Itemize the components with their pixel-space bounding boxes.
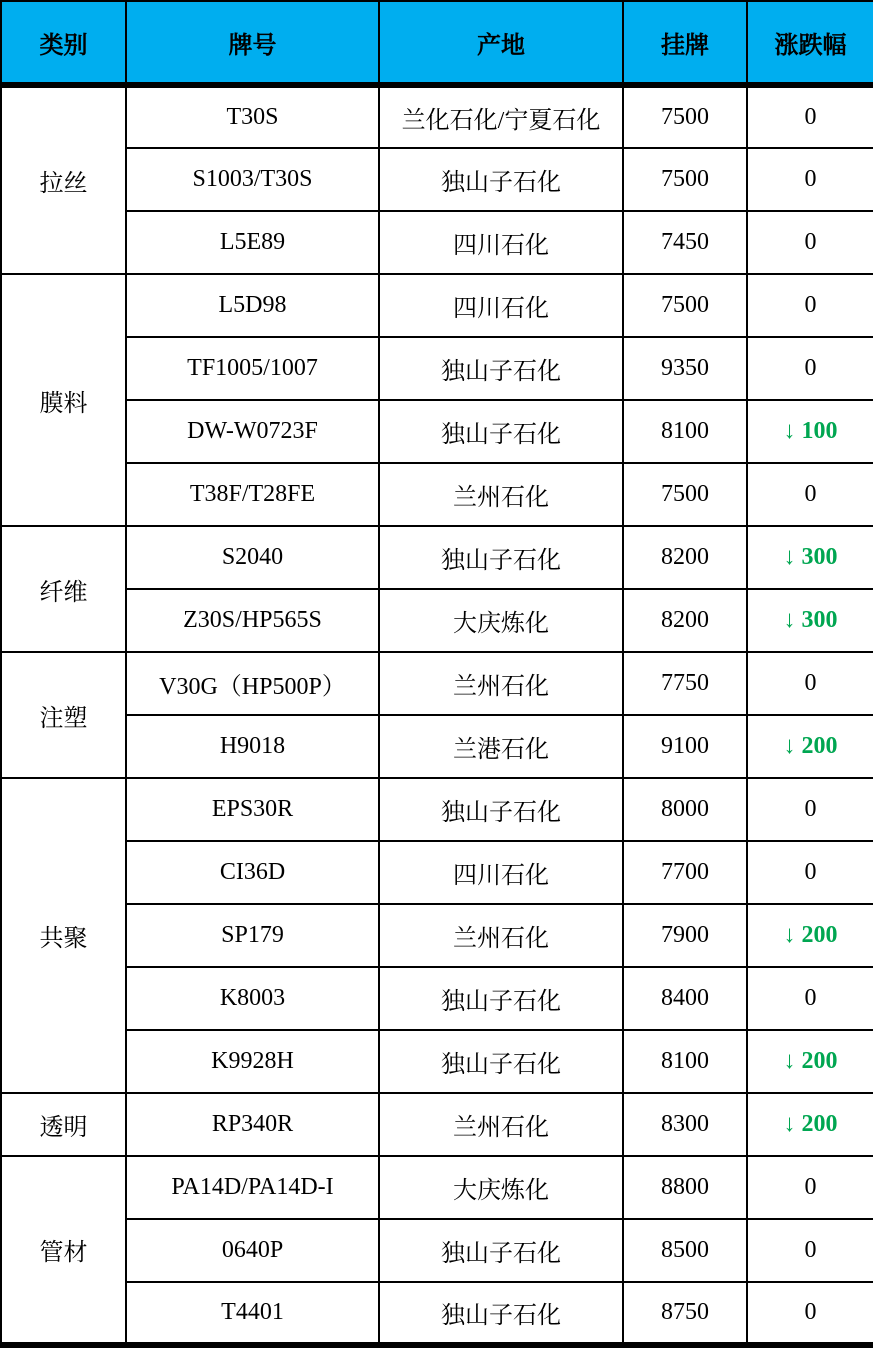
brand-cell: T38F/T28FE	[126, 463, 379, 526]
change-cell	[747, 715, 873, 778]
brand-cell: K8003	[126, 967, 379, 1030]
down-arrow-icon: ↓	[783, 544, 796, 570]
price-cell: 8750	[623, 1282, 747, 1345]
brand-cell: T30S	[126, 85, 379, 148]
origin-cell: 兰港石化	[379, 715, 623, 778]
table-row	[1, 652, 873, 715]
table-row	[1, 1093, 873, 1156]
origin-cell: 独山子石化	[379, 337, 623, 400]
origin-cell: 兰州石化	[379, 904, 623, 967]
category-cell: 注塑	[1, 652, 126, 778]
brand-cell: S2040	[126, 526, 379, 589]
brand-cell: SP179	[126, 904, 379, 967]
change-cell	[747, 589, 873, 652]
brand-cell: TF1005/1007	[126, 337, 379, 400]
down-arrow-icon: ↓	[783, 607, 796, 633]
origin-cell: 独山子石化	[379, 1282, 623, 1345]
brand-cell: T4401	[126, 1282, 379, 1345]
table-row	[1, 463, 873, 526]
origin-cell: 四川石化	[379, 841, 623, 904]
change-cell: 0	[747, 778, 873, 841]
price-cell: 7900	[623, 904, 747, 967]
category-cell: 膜料	[1, 274, 126, 526]
price-cell: 7500	[623, 274, 747, 337]
change-cell: 0	[747, 1156, 873, 1219]
table-row	[1, 148, 873, 211]
price-cell: 8100	[623, 400, 747, 463]
change-value: 200	[801, 1048, 838, 1074]
table-row	[1, 715, 873, 778]
price-cell: 9350	[623, 337, 747, 400]
origin-cell: 兰州石化	[379, 1093, 623, 1156]
change-cell: 0	[747, 841, 873, 904]
table-row	[1, 1282, 873, 1345]
change-cell: 0	[747, 148, 873, 211]
origin-cell: 兰化石化/宁夏石化	[379, 85, 623, 148]
table-row	[1, 1156, 873, 1219]
brand-cell: CI36D	[126, 841, 379, 904]
origin-cell: 独山子石化	[379, 967, 623, 1030]
price-cell: 7750	[623, 652, 747, 715]
brand-cell: L5E89	[126, 211, 379, 274]
change-value: 200	[801, 733, 838, 759]
down-arrow-icon: ↓	[783, 1111, 796, 1137]
column-header-brand: 牌号	[126, 1, 379, 85]
price-cell: 7700	[623, 841, 747, 904]
table-row	[1, 589, 873, 652]
change-cell	[747, 1093, 873, 1156]
table-row	[1, 967, 873, 1030]
table-row	[1, 904, 873, 967]
column-header-category: 类别	[1, 1, 126, 85]
brand-cell: EPS30R	[126, 778, 379, 841]
change-cell: 0	[747, 967, 873, 1030]
column-header-price: 挂牌	[623, 1, 747, 85]
change-cell	[747, 1030, 873, 1093]
brand-cell: L5D98	[126, 274, 379, 337]
change-cell: 0	[747, 1219, 873, 1282]
price-cell: 9100	[623, 715, 747, 778]
origin-cell: 独山子石化	[379, 778, 623, 841]
brand-cell: K9928H	[126, 1030, 379, 1093]
table-row	[1, 337, 873, 400]
category-cell: 拉丝	[1, 85, 126, 274]
table-row	[1, 526, 873, 589]
price-cell: 8200	[623, 589, 747, 652]
brand-cell: H9018	[126, 715, 379, 778]
price-cell: 7500	[623, 85, 747, 148]
price-cell: 7500	[623, 463, 747, 526]
brand-cell: PA14D/PA14D-I	[126, 1156, 379, 1219]
price-cell: 8400	[623, 967, 747, 1030]
origin-cell: 兰州石化	[379, 652, 623, 715]
brand-cell: Z30S/HP565S	[126, 589, 379, 652]
price-table-body	[1, 85, 873, 1345]
price-cell: 8200	[623, 526, 747, 589]
table-header-row	[1, 1, 873, 85]
brand-cell: S1003/T30S	[126, 148, 379, 211]
brand-cell: DW-W0723F	[126, 400, 379, 463]
change-cell: 0	[747, 463, 873, 526]
change-value: 100	[801, 418, 838, 444]
price-cell: 8300	[623, 1093, 747, 1156]
table-row	[1, 274, 873, 337]
price-cell: 8800	[623, 1156, 747, 1219]
origin-cell: 独山子石化	[379, 526, 623, 589]
change-cell	[747, 904, 873, 967]
price-cell: 8100	[623, 1030, 747, 1093]
table-row	[1, 400, 873, 463]
origin-cell: 独山子石化	[379, 400, 623, 463]
category-cell: 纤维	[1, 526, 126, 652]
table-row	[1, 211, 873, 274]
change-value: 200	[801, 1111, 838, 1137]
category-cell: 管材	[1, 1156, 126, 1345]
price-cell: 7500	[623, 148, 747, 211]
price-cell: 7450	[623, 211, 747, 274]
change-cell: 0	[747, 211, 873, 274]
column-header-origin: 产地	[379, 1, 623, 85]
table-row	[1, 1219, 873, 1282]
change-value: 200	[801, 922, 838, 948]
category-cell: 共聚	[1, 778, 126, 1093]
change-cell	[747, 526, 873, 589]
change-cell: 0	[747, 85, 873, 148]
brand-cell: V30G（HP500P）	[126, 652, 379, 715]
brand-cell: 0640P	[126, 1219, 379, 1282]
price-cell: 8000	[623, 778, 747, 841]
origin-cell: 四川石化	[379, 211, 623, 274]
change-value: 300	[801, 544, 838, 570]
price-cell: 8500	[623, 1219, 747, 1282]
category-cell: 透明	[1, 1093, 126, 1156]
origin-cell: 独山子石化	[379, 148, 623, 211]
change-value: 300	[801, 607, 838, 633]
origin-cell: 大庆炼化	[379, 1156, 623, 1219]
column-header-change: 涨跌幅	[747, 1, 873, 85]
origin-cell: 大庆炼化	[379, 589, 623, 652]
down-arrow-icon: ↓	[783, 1048, 796, 1074]
change-cell: 0	[747, 652, 873, 715]
change-cell: 0	[747, 274, 873, 337]
change-cell: 0	[747, 1282, 873, 1345]
down-arrow-icon: ↓	[783, 418, 796, 444]
down-arrow-icon: ↓	[783, 922, 796, 948]
table-row	[1, 1030, 873, 1093]
table-row	[1, 778, 873, 841]
origin-cell: 独山子石化	[379, 1030, 623, 1093]
origin-cell: 兰州石化	[379, 463, 623, 526]
table-row	[1, 841, 873, 904]
origin-cell: 四川石化	[379, 274, 623, 337]
down-arrow-icon: ↓	[783, 733, 796, 759]
origin-cell: 独山子石化	[379, 1219, 623, 1282]
change-cell	[747, 400, 873, 463]
table-row	[1, 85, 873, 148]
change-cell: 0	[747, 337, 873, 400]
brand-cell: RP340R	[126, 1093, 379, 1156]
